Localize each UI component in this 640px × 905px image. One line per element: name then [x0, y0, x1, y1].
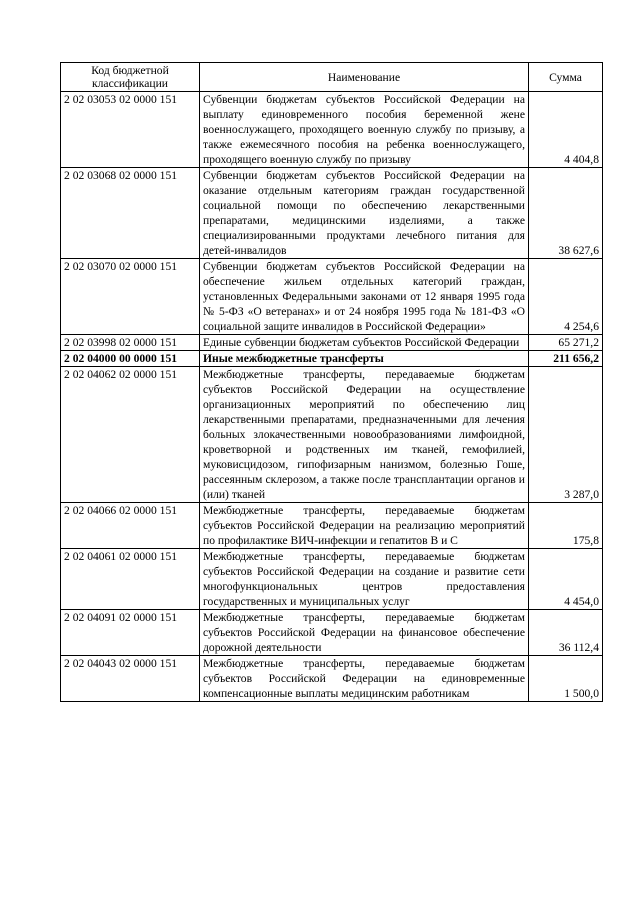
table-row: [61, 610, 603, 656]
item-name-cell: Межбюджетные трансферты, передаваемые бюджетам субъектов Российской Федерации на создание и развитие сети многофункциональных центров предоставления государственных и муниципальных услуг: [200, 549, 529, 610]
amount-cell: 4 454,0: [529, 549, 603, 610]
amount-cell: 1 500,0: [529, 656, 603, 702]
header-code: Код бюджетной классификации: [61, 63, 200, 92]
amount-cell: 38 627,6: [529, 168, 603, 259]
header-name: Наименование: [200, 63, 529, 92]
header-row: [61, 63, 603, 92]
table-body: [61, 92, 603, 702]
header-sum: Сумма: [529, 63, 603, 92]
item-name-cell: Единые субвенции бюджетам субъектов Российской Федерации: [200, 335, 529, 351]
item-name-cell: Субвенции бюджетам субъектов Российской Федерации на обеспечение жильем отдельных категорий граждан, установленных Федеральными законами от 12 января 1995 года № 5-ФЗ «О ветеранах» и от 24 ноября 1995 года № 181-ФЗ «О социальной защите инвалидов в Российской Федерации»: [200, 259, 529, 335]
item-name-cell: Субвенции бюджетам субъектов Российской Федерации на выплату единовременного пособия беременной жене военнослужащего, проходящего военную службу по призыву, а также ежемесячного пособия на ребенка военнослужащего, проходящего военную службу по призыву: [200, 92, 529, 168]
table-row: [61, 503, 603, 549]
table-row: [61, 656, 603, 702]
amount-cell: 3 287,0: [529, 367, 603, 503]
item-name-cell: Межбюджетные трансферты, передаваемые бюджетам субъектов Российской Федерации на финансовое обеспечение дорожной деятельности: [200, 610, 529, 656]
budget-code-cell: 2 02 03070 02 0000 151: [61, 259, 200, 335]
amount-cell: 4 404,8: [529, 92, 603, 168]
budget-code-cell: 2 02 04066 02 0000 151: [61, 503, 200, 549]
budget-code-cell: 2 02 03068 02 0000 151: [61, 168, 200, 259]
table-row: [61, 259, 603, 335]
amount-cell: 65 271,2: [529, 335, 603, 351]
budget-table: [60, 62, 603, 702]
budget-code-cell: 2 02 04000 00 0000 151: [61, 351, 200, 367]
budget-code-cell: 2 02 04061 02 0000 151: [61, 549, 200, 610]
table-row: [61, 92, 603, 168]
item-name-cell: Иные межбюджетные трансферты: [200, 351, 529, 367]
budget-code-cell: 2 02 04043 02 0000 151: [61, 656, 200, 702]
budget-code-cell: 2 02 04091 02 0000 151: [61, 610, 200, 656]
budget-code-cell: 2 02 04062 02 0000 151: [61, 367, 200, 503]
table-row: [61, 549, 603, 610]
table-row-total: [61, 351, 603, 367]
budget-code-cell: 2 02 03053 02 0000 151: [61, 92, 200, 168]
budget-code-cell: 2 02 03998 02 0000 151: [61, 335, 200, 351]
table-header: [61, 63, 603, 92]
item-name-cell: Межбюджетные трансферты, передаваемые бюджетам субъектов Российской Федерации на реализацию мероприятий по профилактике ВИЧ-инфекции и гепатитов В и С: [200, 503, 529, 549]
item-name-cell: Межбюджетные трансферты, передаваемые бюджетам субъектов Российской Федерации на единовременные компенсационные выплаты медицинским работникам: [200, 656, 529, 702]
table-row: [61, 367, 603, 503]
amount-cell: 175,8: [529, 503, 603, 549]
item-name-cell: Субвенции бюджетам субъектов Российской Федерации на оказание отдельным категориям граждан государственной социальной помощи по обеспечению лекарственными препаратами, медицинскими изделиями, а также специализированными продуктами лечебного питания для детей-инвалидов: [200, 168, 529, 259]
table-row: [61, 168, 603, 259]
amount-cell: 211 656,2: [529, 351, 603, 367]
table-row: [61, 335, 603, 351]
item-name-cell: Межбюджетные трансферты, передаваемые бюджетам субъектов Российской Федерации на осуществление организационных мероприятий по обеспечению лиц лекарственными препаратами, предназначенными для лечения больных злокачественными новообразованиями лимфоидной, кроветворной и родственных им тканей, гемофилией, муковисцидозом, гипофизарным нанизмом, болезнью Гоше, рассеянным склерозом, а также после трансплантации органов и (или) тканей: [200, 367, 529, 503]
amount-cell: 4 254,6: [529, 259, 603, 335]
amount-cell: 36 112,4: [529, 610, 603, 656]
